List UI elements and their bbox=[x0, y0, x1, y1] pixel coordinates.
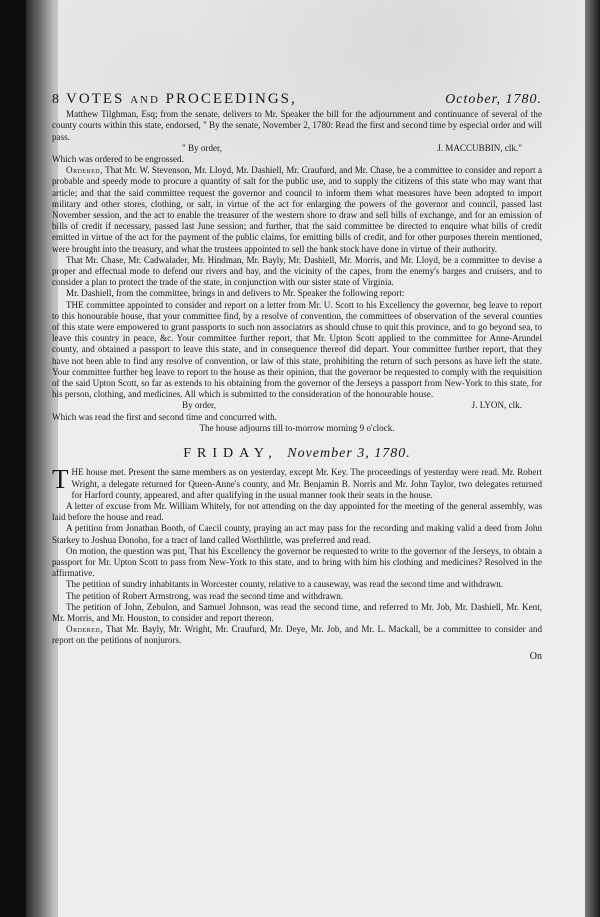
report-lead-word: THE bbox=[66, 299, 84, 310]
paragraph-text: HE house met. Present the same members as on yesterday, except Mr. Key. The proceedings of yesterday were read. Mr. Robert Wright, a delegate returned for Queen-Anne's county, and Mr. Benjamin B. Norris and Mr. John Taylor, two delegates returned for Harford county, appeared, and after qualifying in the usual manner took their seats in the house. bbox=[71, 467, 542, 500]
header-date: October, 1780. bbox=[445, 92, 542, 107]
report-text: committee appointed to consider and report on a letter from Mr. U. Scott to his Excellency the governor, beg leave to report to this honourable house, that your committee find, by a resolve of convention, the committees of observation of the several counties of this state were empowered to grant passports to such non associators as should chuse to quit this province, and to go beyond sea, to leave this country in peace, &c. Your committee further report, that Mr. Upton Scott applied to the committee for Anne-Arundel county, and obtained a passport to leave this state, and in consequence thereof did depart. Your committee further report, that they have not been able to find any resolve of convention, or law of this state, prohibiting the return of such persons as have left the state. Your committee further beg leave to report to the house as their opinion, that the governor be requested to comply with the requisition of the said Upton Scott, so far as extends to his obtaining from the governor of the Jerseys a passport from New-York to this state, for his person, clothing, and medicines. All which is submitted to the consideration of the honourable house. bbox=[52, 299, 543, 400]
running-header bbox=[52, 91, 542, 107]
page-content bbox=[52, 91, 543, 662]
paragraph-senate-bill: Matthew Tilghman, Esq; from the senate, delivers to Mr. Speaker the bill for the adjournment and continuance of several of the county courts within this state, endorsed, " By the senate, November 2, 1780: Read the first and second time by especial order and will pass. bbox=[52, 109, 542, 142]
signature-by-order: " By order, bbox=[182, 142, 222, 153]
day-heading bbox=[52, 446, 542, 462]
paragraph-defense-committee: That Mr. Chase, Mr. Cadwalader, Mr. Hindman, Mr. Bayly, Mr. Dashiell, Mr. Morris, and Mr. Lloyd, be a committee to devise a proper and effectual mode to defend our rivers and bay, and the vicinity of the capes, from the enemy's barges and cruisers, and to consider a plan to protect the trade of the state, in conjunction with our sister state of Virginia. bbox=[52, 254, 542, 288]
paragraph-motion-passport: On motion, the question was put, That his Excellency the governor be requested to write to the governor of the Jerseys, to obtain a passport for Mr. Upton Scott to pass from New-York to this state, and to bring with him his clothing and medicines? Resolved in the affirmative. bbox=[52, 545, 542, 579]
signature-by-order: By order, bbox=[182, 400, 216, 411]
paragraph-worcester-petition: The petition of sundry inhabitants in Worcester county, relative to a causeway, was read the second time and withdrawn. bbox=[66, 579, 504, 590]
paragraph-dashiell-report: Mr. Dashiell, from the committee, brings in and delivers to Mr. Speaker the following report: bbox=[66, 288, 405, 299]
signature-lyon bbox=[52, 400, 542, 411]
paragraph-booth-petition: A petition from Jonathan Booth, of Caecil county, praying an act may pass for the recording and making valid a deed from John Starkey to Joshua Donoho, for a tract of land called Worthlittle, was preferred and read. bbox=[52, 523, 542, 545]
paragraph-concurred: Which was read the first and second time and concurred with. bbox=[52, 411, 277, 422]
paragraph-salt-committee bbox=[52, 165, 542, 255]
day-name: FRIDAY, bbox=[183, 446, 278, 462]
paragraph-engrossed: Which was ordered to be engrossed. bbox=[52, 154, 184, 165]
catchword: On bbox=[529, 650, 542, 662]
ordered-label: Ordered, bbox=[66, 624, 103, 635]
drop-cap: T bbox=[52, 464, 69, 495]
day-date: November 3, 1780. bbox=[287, 446, 411, 462]
signature-name: J. MACCUBBIN, clk." bbox=[437, 142, 522, 153]
committee-report bbox=[52, 300, 542, 401]
paragraph-nonjurors-committee bbox=[52, 624, 542, 646]
paragraph-house-met bbox=[52, 464, 542, 501]
page-number: 8 bbox=[52, 92, 60, 107]
paragraph-text: That Mr. W. Stevenson, Mr. Lloyd, Mr. Dashiell, Mr. Craufurd, and Mr. Chase, be a committee to consider and report a probable and speedy mode to procure a quantity of salt for the public use, and to supply the citizens of this state who may want that article; and that the said committee request the governor and council to inform them what measures have been adopted to import military and other stores, clothing, or salt, in virtue of the act for enlarging the powers of the governor and council, passed last November session, and the act to enable the treasurer of the western shore to draw and sell bills of exchange, and for an emission of bills of credit if necessary, passed last June session; and further, that the said committee be directed to enquire what bills of credit emitted in virtue of the act for the payment of the public claims, for emitting bills of credit, and for other purposes therein mentioned, were brought into the treasury, and what the trustees appointed to sell the bank stock have done in virtue of their authority. bbox=[52, 165, 542, 254]
page-title: VOTES and PROCEEDINGS, bbox=[66, 91, 297, 107]
signature-name: J. LYON, clk. bbox=[471, 400, 522, 411]
ordered-label: Ordered, bbox=[66, 165, 103, 176]
paragraph-text: That Mr. Bayly, Mr. Wright, Mr. Craufurd, Mr. Deye, Mr. Job, and Mr. L. Mackall, be a committee to consider and report on the petitions of nonjurors. bbox=[52, 624, 543, 646]
paragraph-johnson-petition: The petition of John, Zebulon, and Samuel Johnson, was read the second time, and referred to Mr. Job, Mr. Dashiell, Mr. Kent, Mr. Morris, and Mr. Houston, to consider and report thereon. bbox=[52, 601, 542, 623]
scan-border bbox=[585, 0, 600, 917]
paragraph-whitely-excuse: A letter of excuse from Mr. William Whitely, for not attending on the day appointed for the meeting of the general assembly, was laid before the house and read. bbox=[52, 500, 542, 523]
paragraph-armstrong-petition: The petition of Robert Armstrong, was read the second time and withdrawn. bbox=[66, 590, 344, 601]
adjournment-line: The house adjourns till to-morrow morning 9 o'clock. bbox=[199, 422, 395, 433]
signature-maccubbin bbox=[52, 143, 542, 154]
